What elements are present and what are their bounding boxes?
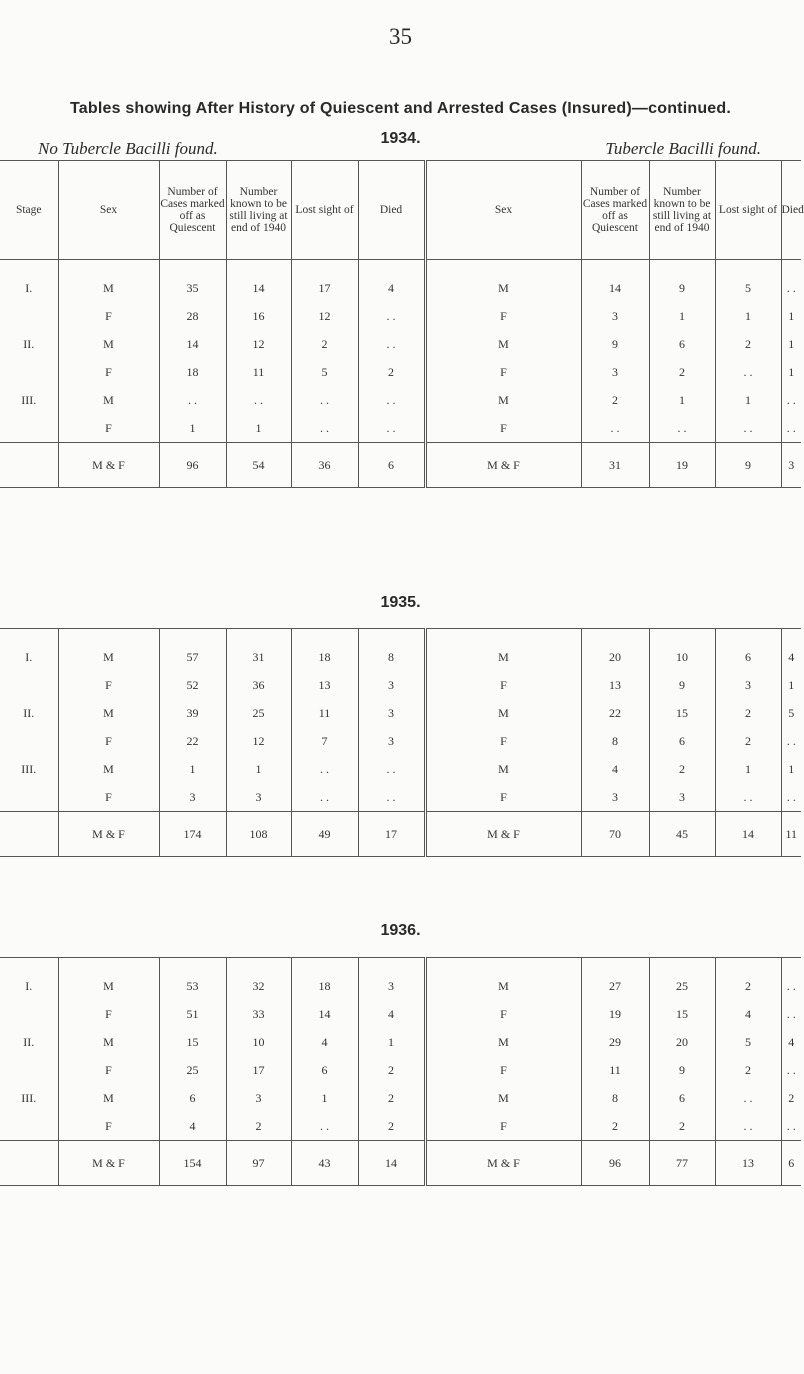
cell-living: 25: [226, 699, 291, 727]
cell-sex: M: [58, 699, 159, 727]
cell-died-found: . .: [781, 727, 801, 755]
cell-lost: 11: [291, 699, 358, 727]
table-row: [0, 783, 801, 812]
cell-sex: M: [58, 643, 159, 671]
cell-stage: [0, 302, 58, 330]
cell-marked: 1: [159, 755, 226, 783]
cell-died-found: 4: [781, 643, 801, 671]
cell-died-found: . .: [781, 386, 801, 414]
cell-died: . .: [358, 386, 425, 414]
cell-died: 2: [358, 1112, 425, 1141]
cell-lost-found: . .: [715, 1084, 781, 1112]
cell-sex-found: M: [425, 699, 581, 727]
cell-sex: M: [58, 386, 159, 414]
total-sex-found: M & F: [425, 443, 581, 488]
cell-died: . .: [358, 783, 425, 812]
cell-lost: . .: [291, 1112, 358, 1141]
cell-lost: 7: [291, 727, 358, 755]
cell-sex-found: M: [425, 330, 581, 358]
cell-living-found: 6: [649, 1084, 715, 1112]
cell-sex: M: [58, 755, 159, 783]
cell-lost: 6: [291, 1056, 358, 1084]
cell-lost-found: 2: [715, 727, 781, 755]
cell-lost: 13: [291, 671, 358, 699]
cell-died-found: . .: [781, 972, 801, 1000]
table-row: [0, 699, 801, 727]
total-marked-found: 96: [581, 1141, 649, 1186]
table-row: [0, 274, 801, 302]
cell-lost-found: 2: [715, 699, 781, 727]
cell-sex-found: F: [425, 414, 581, 443]
total-died: 6: [358, 443, 425, 488]
cell-marked: 39: [159, 699, 226, 727]
total-stage: [0, 1141, 58, 1186]
cell-living: 1: [226, 755, 291, 783]
total-living: 97: [226, 1141, 291, 1186]
cell-marked-found: 20: [581, 643, 649, 671]
total-living: 54: [226, 443, 291, 488]
cell-sex: F: [58, 1000, 159, 1028]
cell-living: 31: [226, 643, 291, 671]
total-died: 17: [358, 812, 425, 857]
cell-sex: M: [58, 330, 159, 358]
cell-lost: 18: [291, 972, 358, 1000]
total-sex-found: M & F: [425, 1141, 581, 1186]
cell-died-found: 1: [781, 330, 801, 358]
total-lost-found: 14: [715, 812, 781, 857]
cell-sex: M: [58, 1028, 159, 1056]
cell-marked: 18: [159, 358, 226, 386]
cell-stage: [0, 671, 58, 699]
cell-marked-found: 22: [581, 699, 649, 727]
header-sex: Sex: [58, 161, 159, 260]
header-living: Number known to be still living at end of 1940: [226, 161, 291, 260]
cell-marked: 57: [159, 643, 226, 671]
cell-sex-found: F: [425, 302, 581, 330]
cell-marked-found: 3: [581, 358, 649, 386]
cell-died: 2: [358, 1084, 425, 1112]
cell-marked: . .: [159, 386, 226, 414]
cell-living-found: 6: [649, 330, 715, 358]
cell-lost: . .: [291, 386, 358, 414]
cell-sex-found: F: [425, 1056, 581, 1084]
cell-marked: 28: [159, 302, 226, 330]
cell-lost-found: 1: [715, 755, 781, 783]
table-row: [0, 1084, 801, 1112]
total-stage: [0, 443, 58, 488]
cell-lost-found: 6: [715, 643, 781, 671]
total-living-found: 77: [649, 1141, 715, 1186]
cell-living: 33: [226, 1000, 291, 1028]
cell-living: 16: [226, 302, 291, 330]
total-lost-found: 13: [715, 1141, 781, 1186]
cell-living-found: 9: [649, 671, 715, 699]
total-marked: 174: [159, 812, 226, 857]
cell-sex-found: F: [425, 1112, 581, 1141]
cell-died-found: . .: [781, 414, 801, 443]
cell-lost-found: 2: [715, 330, 781, 358]
cell-sex: F: [58, 1056, 159, 1084]
cell-died: 2: [358, 358, 425, 386]
cell-living: 10: [226, 1028, 291, 1056]
subtitle-bacilli-found: Tubercle Bacilli found.: [605, 139, 761, 158]
table-1936: [0, 957, 801, 1186]
cell-sex: M: [58, 1084, 159, 1112]
total-stage: [0, 812, 58, 857]
cell-sex: F: [58, 414, 159, 443]
header-lost-found: Lost sight of: [715, 161, 781, 260]
year-heading-1936: 1936.: [380, 922, 421, 939]
total-living-found: 45: [649, 812, 715, 857]
cell-living: 3: [226, 1084, 291, 1112]
cell-marked: 35: [159, 274, 226, 302]
cell-died: . .: [358, 755, 425, 783]
total-row: [0, 1141, 801, 1186]
total-marked-found: 70: [581, 812, 649, 857]
cell-living: 2: [226, 1112, 291, 1141]
cell-stage: I.: [25, 978, 33, 993]
cell-living-found: 20: [649, 1028, 715, 1056]
header-stage: Stage: [0, 161, 58, 260]
cell-living-found: 3: [649, 783, 715, 812]
cell-marked-found: 9: [581, 330, 649, 358]
cell-sex-found: M: [425, 755, 581, 783]
cell-sex: F: [58, 302, 159, 330]
cell-sex-found: M: [425, 1084, 581, 1112]
cell-sex: F: [58, 783, 159, 812]
cell-stage: I.: [25, 280, 33, 295]
cell-living: 1: [226, 414, 291, 443]
total-marked-found: 31: [581, 443, 649, 488]
table-row: [0, 727, 801, 755]
cell-lost: . .: [291, 783, 358, 812]
cell-lost-found: 4: [715, 1000, 781, 1028]
table-row: [0, 1028, 801, 1056]
total-living-found: 19: [649, 443, 715, 488]
cell-marked-found: 29: [581, 1028, 649, 1056]
cell-sex: F: [58, 727, 159, 755]
total-died-found: 3: [781, 443, 801, 488]
cell-died-found: 1: [781, 755, 801, 783]
total-row: [0, 812, 801, 857]
cell-living-found: 15: [649, 1000, 715, 1028]
total-died-found: 6: [781, 1141, 801, 1186]
cell-lost-found: 2: [715, 972, 781, 1000]
cell-living-found: 9: [649, 1056, 715, 1084]
cell-died: 3: [358, 671, 425, 699]
cell-marked: 1: [159, 414, 226, 443]
table-row: [0, 1000, 801, 1028]
cell-marked: 52: [159, 671, 226, 699]
total-sex: M & F: [58, 443, 159, 488]
cell-lost-found: 5: [715, 274, 781, 302]
cell-marked-found: 3: [581, 302, 649, 330]
cell-living-found: 15: [649, 699, 715, 727]
cell-marked: 3: [159, 783, 226, 812]
cell-lost-found: 2: [715, 1056, 781, 1084]
cell-marked-found: 2: [581, 1112, 649, 1141]
cell-lost-found: . .: [715, 358, 781, 386]
cell-living-found: 2: [649, 1112, 715, 1141]
cell-lost: 12: [291, 302, 358, 330]
cell-died: . .: [358, 414, 425, 443]
cell-living: 36: [226, 671, 291, 699]
cell-died-found: . .: [781, 274, 801, 302]
year-heading-1934: 1934.: [380, 130, 421, 147]
cell-sex-found: F: [425, 783, 581, 812]
cell-sex: F: [58, 358, 159, 386]
cell-stage: III.: [21, 761, 37, 776]
cell-marked-found: 8: [581, 1084, 649, 1112]
cell-sex-found: F: [425, 671, 581, 699]
total-marked: 154: [159, 1141, 226, 1186]
cell-died: . .: [358, 302, 425, 330]
cell-died: 3: [358, 972, 425, 1000]
header-died: Died: [358, 161, 425, 260]
cell-lost: 2: [291, 330, 358, 358]
cell-living-found: 25: [649, 972, 715, 1000]
table-1934: [0, 160, 804, 488]
cell-marked: 4: [159, 1112, 226, 1141]
header-marked: Number of Cases marked off as Quiescent: [159, 161, 226, 260]
cell-died-found: . .: [781, 783, 801, 812]
table-row: [0, 755, 801, 783]
cell-marked: 14: [159, 330, 226, 358]
cell-stage: III.: [21, 392, 37, 407]
table-1935: [0, 628, 801, 857]
page-number: 35: [389, 24, 412, 49]
total-died: 14: [358, 1141, 425, 1186]
cell-died: 2: [358, 1056, 425, 1084]
cell-died-found: 4: [781, 1028, 801, 1056]
cell-living-found: 1: [649, 386, 715, 414]
cell-lost: 17: [291, 274, 358, 302]
cell-marked: 25: [159, 1056, 226, 1084]
cell-marked-found: 4: [581, 755, 649, 783]
cell-stage: [0, 727, 58, 755]
cell-died-found: 1: [781, 302, 801, 330]
page-title: Tables showing After History of Quiescent and Arrested Cases (Insured)—continued.: [69, 100, 732, 117]
cell-died-found: 2: [781, 1084, 801, 1112]
cell-lost: 1: [291, 1084, 358, 1112]
total-sex: M & F: [58, 812, 159, 857]
cell-marked: 6: [159, 1084, 226, 1112]
cell-marked-found: 19: [581, 1000, 649, 1028]
cell-lost: 14: [291, 1000, 358, 1028]
subtitle-no-bacilli: No Tubercle Bacilli found.: [38, 139, 218, 158]
cell-sex: F: [58, 671, 159, 699]
cell-lost: . .: [291, 755, 358, 783]
cell-lost-found: . .: [715, 1112, 781, 1141]
cell-lost-found: 5: [715, 1028, 781, 1056]
table-row: [0, 1112, 801, 1141]
cell-sex-found: M: [425, 972, 581, 1000]
cell-sex-found: M: [425, 274, 581, 302]
cell-died: 1: [358, 1028, 425, 1056]
cell-marked-found: 13: [581, 671, 649, 699]
cell-died: 3: [358, 727, 425, 755]
table-row: [0, 1056, 801, 1084]
cell-died-found: . .: [781, 1112, 801, 1141]
cell-stage: II.: [23, 705, 35, 720]
header-lost: Lost sight of: [291, 161, 358, 260]
cell-stage: II.: [23, 336, 35, 351]
cell-stage: [0, 1112, 58, 1141]
table-row: [0, 330, 801, 358]
total-row: [0, 443, 801, 488]
cell-sex: M: [58, 274, 159, 302]
cell-lost-found: 1: [715, 302, 781, 330]
cell-lost: . .: [291, 414, 358, 443]
total-lost-found: 9: [715, 443, 781, 488]
cell-lost-found: 3: [715, 671, 781, 699]
total-lost: 43: [291, 1141, 358, 1186]
cell-living-found: 10: [649, 643, 715, 671]
cell-stage: [0, 414, 58, 443]
cell-living: 11: [226, 358, 291, 386]
cell-sex-found: F: [425, 358, 581, 386]
cell-marked-found: 8: [581, 727, 649, 755]
cell-sex-found: M: [425, 386, 581, 414]
cell-marked-found: 14: [581, 274, 649, 302]
cell-lost-found: . .: [715, 414, 781, 443]
table-row: [0, 386, 801, 414]
cell-died: 4: [358, 1000, 425, 1028]
header-marked-found: Number of Cases marked off as Quiescent: [581, 161, 649, 260]
cell-marked-found: . .: [581, 414, 649, 443]
cell-stage: [0, 1056, 58, 1084]
total-marked: 96: [159, 443, 226, 488]
cell-sex: F: [58, 1112, 159, 1141]
cell-marked-found: 3: [581, 783, 649, 812]
cell-stage: [0, 783, 58, 812]
cell-living-found: . .: [649, 414, 715, 443]
cell-living-found: 1: [649, 302, 715, 330]
cell-living: 14: [226, 274, 291, 302]
total-lost: 36: [291, 443, 358, 488]
cell-living-found: 2: [649, 358, 715, 386]
cell-died-found: 1: [781, 358, 801, 386]
cell-sex-found: M: [425, 643, 581, 671]
cell-living: 17: [226, 1056, 291, 1084]
cell-lost-found: 1: [715, 386, 781, 414]
cell-living: . .: [226, 386, 291, 414]
cell-living-found: 2: [649, 755, 715, 783]
total-lost: 49: [291, 812, 358, 857]
cell-sex-found: F: [425, 727, 581, 755]
cell-stage: [0, 1000, 58, 1028]
table-row: [0, 302, 801, 330]
year-heading-1935: 1935.: [380, 594, 421, 611]
cell-living: 12: [226, 330, 291, 358]
cell-died-found: . .: [781, 1000, 801, 1028]
cell-marked: 22: [159, 727, 226, 755]
cell-sex-found: F: [425, 1000, 581, 1028]
cell-died: 3: [358, 699, 425, 727]
cell-lost: 4: [291, 1028, 358, 1056]
total-sex-found: M & F: [425, 812, 581, 857]
total-died-found: 11: [781, 812, 801, 857]
cell-died: 8: [358, 643, 425, 671]
cell-stage: II.: [23, 1034, 35, 1049]
cell-died-found: 1: [781, 671, 801, 699]
cell-sex: M: [58, 972, 159, 1000]
header-sex-found: Sex: [425, 161, 581, 260]
table-row: [0, 972, 801, 1000]
cell-marked-found: 27: [581, 972, 649, 1000]
cell-sex-found: M: [425, 1028, 581, 1056]
cell-stage: III.: [21, 1090, 37, 1105]
cell-died-found: 5: [781, 699, 801, 727]
table-row: [0, 643, 801, 671]
cell-died: . .: [358, 330, 425, 358]
cell-died: 4: [358, 274, 425, 302]
cell-lost: 5: [291, 358, 358, 386]
cell-died-found: . .: [781, 1056, 801, 1084]
table-row: [0, 414, 801, 443]
cell-stage: I.: [25, 649, 33, 664]
cell-marked-found: 11: [581, 1056, 649, 1084]
cell-marked: 15: [159, 1028, 226, 1056]
cell-marked: 51: [159, 1000, 226, 1028]
cell-stage: [0, 358, 58, 386]
cell-living: 12: [226, 727, 291, 755]
table-row: [0, 358, 801, 386]
cell-lost: 18: [291, 643, 358, 671]
cell-living-found: 6: [649, 727, 715, 755]
cell-living: 32: [226, 972, 291, 1000]
total-sex: M & F: [58, 1141, 159, 1186]
total-living: 108: [226, 812, 291, 857]
cell-lost-found: . .: [715, 783, 781, 812]
header-died-found: Died: [781, 161, 801, 260]
table-row: [0, 671, 801, 699]
header-living-found: Number known to be still living at end of 1940: [649, 161, 715, 260]
cell-marked-found: 2: [581, 386, 649, 414]
cell-living-found: 9: [649, 274, 715, 302]
cell-marked: 53: [159, 972, 226, 1000]
cell-living: 3: [226, 783, 291, 812]
